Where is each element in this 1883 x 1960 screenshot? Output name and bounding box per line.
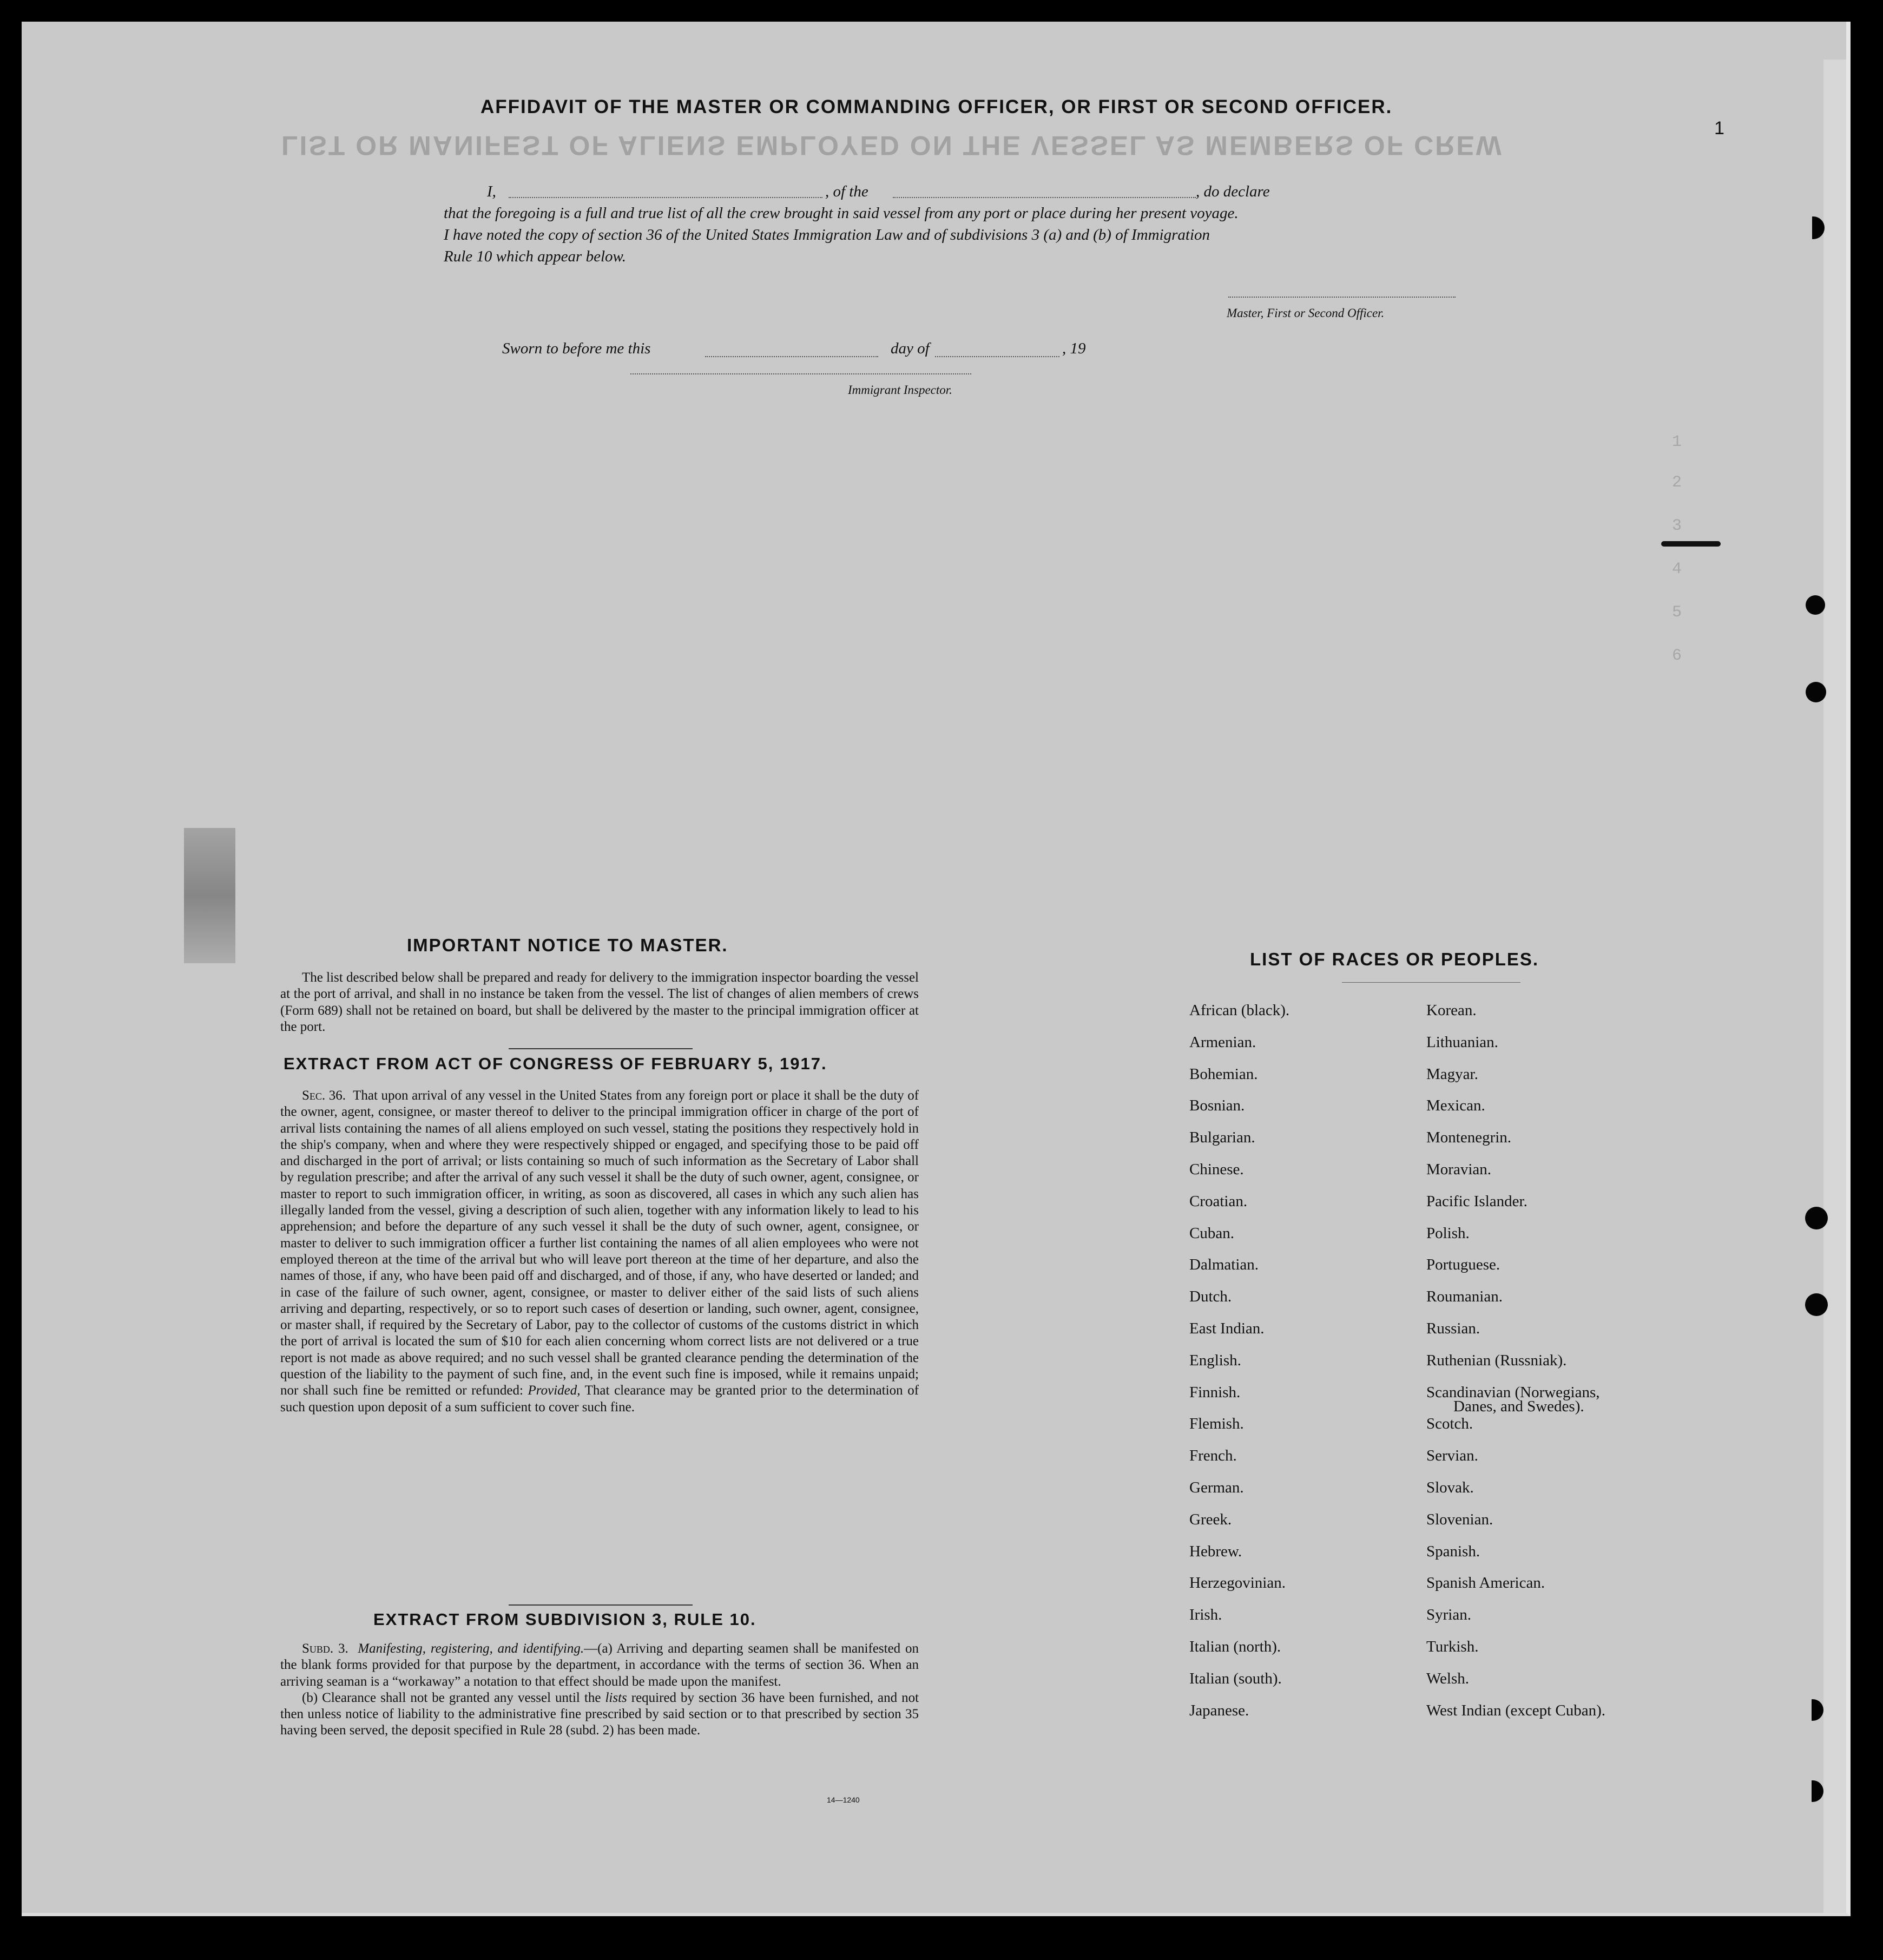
race-item: East Indian.	[1189, 1319, 1265, 1337]
section-label: Sec. 36.	[302, 1088, 346, 1103]
paragraph-a: —(a) Arriving and departing seamen shall be manifested on the blank forms provided for that purpose by the department, in accordance with the terms of section 36. When an arriving seaman is a “workaway” a notation to that effect should be made upon the manifest.	[280, 1641, 919, 1689]
race-item: West Indian (except Cuban).	[1426, 1701, 1606, 1719]
race-item: Polish.	[1426, 1224, 1470, 1242]
notice-title: IMPORTANT NOTICE TO MASTER.	[407, 935, 728, 955]
race-item: Slovenian.	[1426, 1510, 1493, 1528]
race-item: Dutch.	[1189, 1288, 1232, 1306]
sworn-year: , 19	[1062, 340, 1086, 357]
race-item: Croatian.	[1189, 1192, 1248, 1210]
affidavit-title: AFFIDAVIT OF THE MASTER OR COMMANDING OFFICER, OR FIRST OR SECOND OFFICER.	[480, 96, 1393, 117]
form-number: 14—1240	[827, 1795, 860, 1804]
name-field	[509, 197, 822, 198]
inspector-signature-line	[630, 373, 971, 374]
affidavit-line-4: Rule 10 which appear below.	[444, 248, 626, 265]
race-item: Hebrew.	[1189, 1542, 1242, 1560]
race-item: Magyar.	[1426, 1065, 1478, 1083]
race-item: Scotch.	[1426, 1415, 1473, 1433]
binder-hole	[1802, 1780, 1823, 1802]
lists-word: lists	[605, 1690, 627, 1705]
act-text-end: That clearance may be granted prior to the determination of such question upon deposit of a sum sufficient to cover such fine.	[280, 1383, 919, 1415]
notice-paragraph: The list described below shall be prepared and ready for delivery to the immigration inspector boarding the vessel at the port of arrival, and shall in no instance be taken from the vessel. The list of changes of alien members of crews (Form 689) shall not be retained on board, but shall be delivered by the master to the principal immigration officer at the port.	[280, 970, 919, 1034]
page-mark: 1	[1714, 118, 1724, 139]
race-item: Spanish American.	[1426, 1574, 1545, 1592]
binder-hole	[1805, 1293, 1828, 1316]
race-item: Ruthenian (Russniak).	[1426, 1351, 1567, 1369]
bleed-through-text: 6	[1672, 647, 1683, 665]
affidavit-line-2: that the foregoing is a full and true list of all the crew brought in said vessel from any port or place during her present voyage.	[444, 205, 1239, 222]
bleed-through-text: 3	[1672, 517, 1683, 535]
race-item-continued: Danes, and Swedes).	[1453, 1397, 1584, 1415]
race-item-scandinavian	[1426, 1383, 1605, 1415]
scan-smudge	[184, 828, 235, 963]
race-item: Servian.	[1426, 1447, 1478, 1465]
affidavit-declare: , do declare	[1196, 183, 1270, 200]
races-left-column	[1189, 1001, 1289, 1733]
race-item: Portuguese.	[1426, 1256, 1500, 1274]
affidavit-text	[444, 181, 1493, 267]
race-item: Montenegrin.	[1426, 1129, 1512, 1147]
race-item: Greek.	[1189, 1510, 1232, 1528]
bleed-through-title: LIST OR MANIFEST OF ALIENS EMPLOYED ON THE VESSEL AS MEMBERS OF CREW	[281, 130, 1503, 161]
binder-hole	[1802, 216, 1825, 239]
race-item: Irish.	[1189, 1606, 1222, 1624]
divider	[1342, 982, 1520, 983]
race-item: Korean.	[1426, 1002, 1477, 1019]
race-item: Turkish.	[1426, 1637, 1479, 1655]
race-item: Welsh.	[1426, 1669, 1470, 1687]
rule-title: EXTRACT FROM SUBDIVISION 3, RULE 10.	[373, 1610, 756, 1629]
act-title: EXTRACT FROM ACT OF CONGRESS OF FEBRUARY 5, 1917.	[284, 1054, 827, 1073]
act-text: That upon arrival of any vessel in the United States from any foreign port or place it shall be the duty of the owner, agent, consignee, or master thereof to deliver to the principal immigration officer in charge of the port of arrival lists containing the names of all aliens employed on such vessel, stating the positions they respectively hold in the ship's company, when and where they were respectively shipped or engaged, and specifying those to be paid off and discharged in the port of arrival; or lists containing so much of such information as the Secretary of Labor shall by regulation prescribe; and after the arrival of any such vessel it shall be the duty of such owner, agent, consignee, or master to report to such immigration officer, in writing, as soon as discovered, all cases in which any such alien has illegally landed from the vessel, giving a description of such alien, together with any information likely to lead to his apprehension; and before the departure of any such vessel it shall be the duty of such owner, agent, consignee, or master to deliver to such immigration officer a further list containing the names of all alien employees who were not employed thereon at the time of the arrival but who will leave port thereon at the time of her departure, and also the names of those, if any, who have been paid off and discharged, and of those, if any, who have deserted or landed; and in case of the failure of such owner, agent, consignee, or master to deliver either of the said lists of such aliens arriving and departing, respectively, or so to report such cases of desertion or landing, such owner, agent, consignee, or master shall, if required by the Secretary of Labor, pay to the collector of customs of the customs district in which the port of arrival is located the sum of $10 for each alien concerning whom correct lists are not delivered or a true report is not made as above required; and no such vessel shall be granted clearance pending the determination of the question of the liability to the payment of such fine, and, in the event such fine is imposed, while it remains unpaid; nor shall such fine be remitted or refunded:	[280, 1088, 919, 1398]
divider	[509, 1048, 693, 1049]
rule-body	[280, 1641, 919, 1739]
master-signature-line	[1228, 297, 1456, 298]
race-item: Dalmatian.	[1189, 1256, 1259, 1274]
race-item: Spanish.	[1426, 1542, 1480, 1560]
sworn-day-of: day of	[891, 340, 930, 357]
inspector-label: Immigrant Inspector.	[848, 383, 952, 397]
bleed-through-text: 2	[1672, 473, 1683, 492]
race-item: Russian.	[1426, 1319, 1480, 1337]
race-item: Mexican.	[1426, 1097, 1485, 1115]
race-item: Bohemian.	[1189, 1065, 1258, 1083]
vessel-field	[893, 197, 1196, 198]
binder-hole	[1806, 682, 1826, 702]
subdivision-label: Subd. 3.	[302, 1641, 348, 1656]
race-item: Bulgarian.	[1189, 1129, 1255, 1147]
race-item: Roumanian.	[1426, 1288, 1503, 1306]
race-item: African (black).	[1189, 1002, 1290, 1019]
paragraph-b-end: required by section 36 have been furnished, and not then unless notice of liability to the administrative fine prescribed by said section or to that prescribed by section 35 having been served, the deposit specified in Rule 28 (subd. 2) has been made.	[280, 1690, 919, 1738]
sworn-day-field	[705, 356, 878, 357]
race-item: English.	[1189, 1351, 1241, 1369]
bleed-through-text: 4	[1672, 560, 1683, 578]
race-item: Chinese.	[1189, 1160, 1244, 1178]
race-item: Herzegovinian.	[1189, 1574, 1286, 1592]
notice-body	[280, 970, 919, 1035]
races-right-column	[1426, 1001, 1605, 1733]
affidavit-i: I,	[487, 183, 496, 200]
race-item: Italian (north).	[1189, 1637, 1281, 1655]
race-item: Lithuanian.	[1426, 1033, 1498, 1051]
act-body	[280, 1088, 919, 1416]
affidavit-of-the: , of the	[825, 183, 868, 200]
master-signature-label: Master, First or Second Officer.	[1227, 306, 1385, 320]
sworn-month-field	[935, 356, 1059, 357]
divider	[509, 1604, 693, 1606]
document-page	[22, 22, 1851, 1916]
race-item: Slovak.	[1426, 1478, 1474, 1496]
race-item: Scandinavian (Norwegians,	[1426, 1383, 1600, 1401]
binder-hole	[1806, 595, 1825, 615]
race-item: Flemish.	[1189, 1415, 1244, 1433]
race-item: French.	[1189, 1447, 1237, 1465]
race-item: Armenian.	[1189, 1033, 1256, 1051]
bleed-through-text: 5	[1672, 603, 1683, 622]
ink-mark	[1661, 541, 1721, 547]
sworn-line	[502, 340, 1151, 361]
race-item: Finnish.	[1189, 1383, 1241, 1401]
binding-edge	[1823, 60, 1851, 1916]
sworn-text: Sworn to before me this	[502, 340, 651, 357]
race-item: Bosnian.	[1189, 1097, 1245, 1115]
race-item: German.	[1189, 1478, 1244, 1496]
binder-hole	[1802, 1699, 1823, 1721]
race-item: Pacific Islander.	[1426, 1192, 1528, 1210]
affidavit-line-3: I have noted the copy of section 36 of the United States Immigration Law and of subdivisions 3 (a) and (b) of Immigration	[444, 226, 1210, 244]
race-item: Cuban.	[1189, 1224, 1234, 1242]
paragraph-b: (b) Clearance shall not be granted any vessel until the	[302, 1690, 601, 1705]
provided-word: Provided,	[528, 1383, 581, 1398]
race-item: Italian (south).	[1189, 1669, 1282, 1687]
race-item: Syrian.	[1426, 1606, 1471, 1624]
bleed-through-text: 1	[1672, 433, 1683, 451]
race-item: Moravian.	[1426, 1160, 1491, 1178]
races-title: LIST OF RACES OR PEOPLES.	[1250, 949, 1539, 969]
subdivision-heading: Manifesting, registering, and identifying.	[358, 1641, 584, 1656]
race-item: Japanese.	[1189, 1701, 1249, 1719]
binder-hole	[1805, 1207, 1828, 1229]
